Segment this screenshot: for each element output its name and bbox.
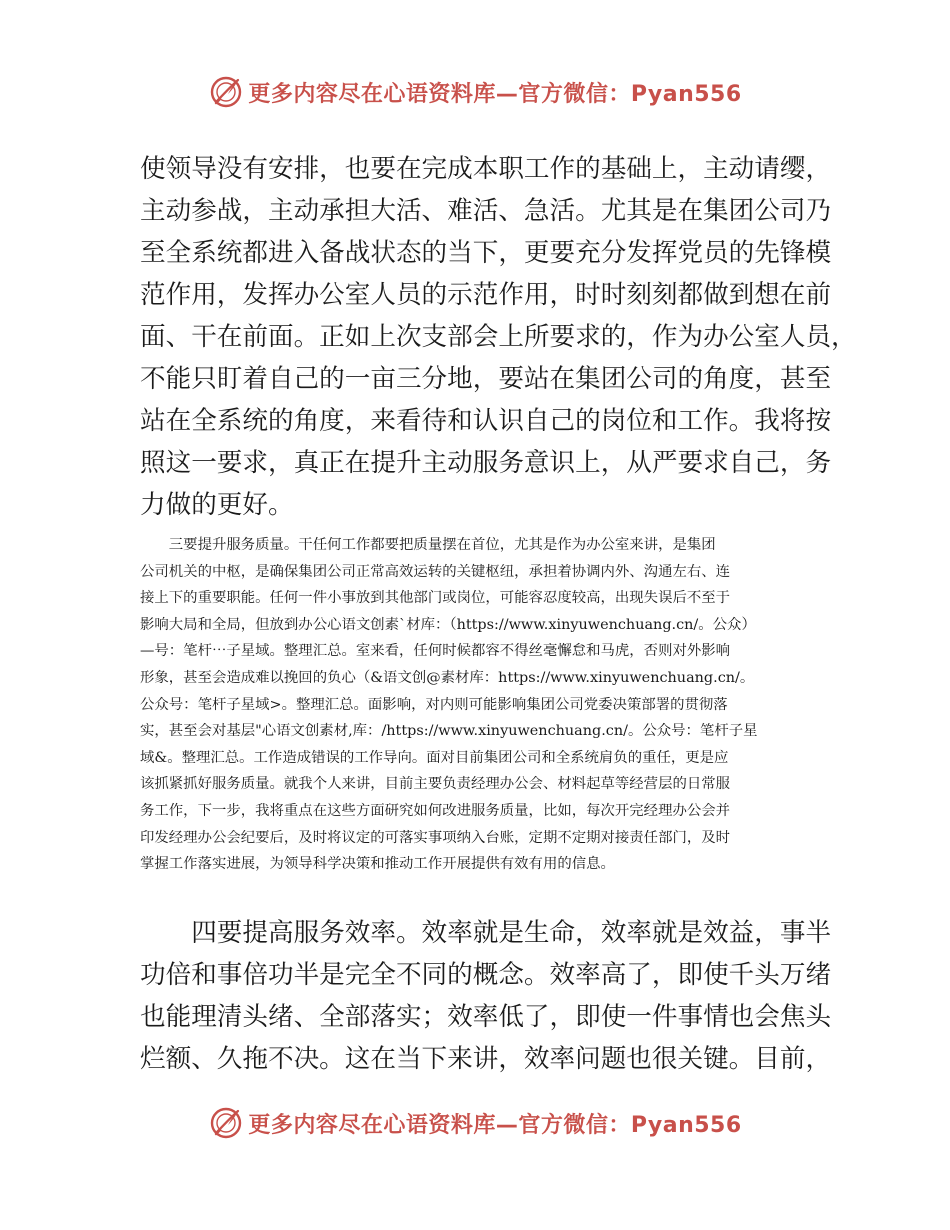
footer-banner xyxy=(0,1101,950,1145)
paragraph-line: 掌握工作落实进展，为领导科学决策和推动工作开展提供有效有用的信息。 xyxy=(140,856,615,873)
paragraph-line: 使领导没有安排，也要在完成本职工作的基础上，主动请缨， xyxy=(140,154,832,184)
paragraph-line: 面、干在前面。正如上次支部会上所要求的，作为办公室人员， xyxy=(140,322,857,352)
quill-seal-icon xyxy=(208,1105,244,1141)
paragraph-line: —号：笔杆⋯子星域。整理汇总。室来看，任何时候都容不得丝毫懈怠和马虎，否则对外影响 xyxy=(140,643,731,660)
quill-seal-icon xyxy=(208,74,244,110)
paragraph-line: 实，甚至会对基层"心语文创素材,库：/https://www.xinyuwenchuang.cn/。公众号：笔杆子星 xyxy=(140,723,758,740)
paragraph-line: 不能只盯着自己的一亩三分地，要站在集团公司的角度，甚至 xyxy=(140,364,832,394)
paragraph-line: 接上下的重要职能。任何一件小事放到其他部门或岗位，可能容忍度较高，出现失误后不至于 xyxy=(140,590,731,607)
paragraph-line: 形象，甚至会造成难以挽回的负心（&语文创@素材库：https://www.xinyuwenchuang.cn/。 xyxy=(140,669,755,686)
paragraph-3 xyxy=(140,912,830,1080)
paragraph-line: 公司机关的中枢，是确保集团公司正常高效运转的关键枢纽，承担着协调内外、沟通左右、连 xyxy=(140,563,731,580)
banner-text: 更多内容尽在心语资料库—官方微信：Pyan556 xyxy=(248,81,742,107)
paragraph-line: 务工作，下一步，我将重点在这些方面研究如何改进服务质量，比如，每次开完经理办公会并 xyxy=(140,802,731,819)
paragraph-line: 四要提高服务效率。效率就是生命，效率就是效益，事半 xyxy=(140,918,832,948)
paragraph-line: 范作用，发挥办公室人员的示范作用，时时刻刻都做到想在前 xyxy=(140,280,832,310)
paragraph-line: 该抓紧抓好服务质量。就我个人来讲，目前主要负责经理办公会、材料起草等经营层的日常服 xyxy=(140,776,731,793)
paragraph-line: 功倍和事倍功半是完全不同的概念。效率高了，即使千头万绪 xyxy=(140,960,832,990)
paragraph-line: 至全系统都进入备战状态的当下，更要充分发挥党员的先锋模 xyxy=(140,238,832,268)
paragraph-line: 影响大局和全局，但放到办公心语文创素`材库：（https://www.xinyuwenchuang.cn/。公众） xyxy=(140,616,756,633)
paragraph-line: 烂额、久拖不决。这在当下来讲，效率问题也很关键。目前， xyxy=(140,1044,832,1074)
paragraph-line: 也能理清头绪、全部落实；效率低了，即使一件事情也会焦头 xyxy=(140,1002,832,1032)
paragraph-line: 印发经理办公会纪要后，及时将议定的可落实事项纳入台账，定期不定期对接责任部门，及时 xyxy=(140,829,731,846)
banner-text: 更多内容尽在心语资料库—官方微信：Pyan556 xyxy=(248,1112,742,1138)
header-banner xyxy=(0,70,950,114)
paragraph-2 xyxy=(140,532,830,878)
paragraph-line: 照这一要求，真正在提升主动服务意识上，从严要求自己，务 xyxy=(140,448,832,478)
paragraph-line: 主动参战，主动承担大活、难活、急活。尤其是在集团公司乃 xyxy=(140,196,832,226)
paragraph-1 xyxy=(140,148,857,526)
paragraph-line: 公众号：笔杆子星域>。整理汇总。面影响，对内则可能影响集团公司党委决策部署的贯彻落 xyxy=(140,696,728,713)
paragraph-line: 站在全系统的角度，来看待和认识自己的岗位和工作。我将按 xyxy=(140,406,832,436)
paragraph-line: 域&。整理汇总。工作造成错误的工作导向。面对目前集团公司和全系统肩负的重任，更是应 xyxy=(140,749,729,766)
paragraph-line: 力做的更好。 xyxy=(140,490,294,520)
paragraph-line: 三要提升服务质量。干任何工作都要把质量摆在首位，尤其是作为办公室来讲，是集团 xyxy=(140,537,716,553)
